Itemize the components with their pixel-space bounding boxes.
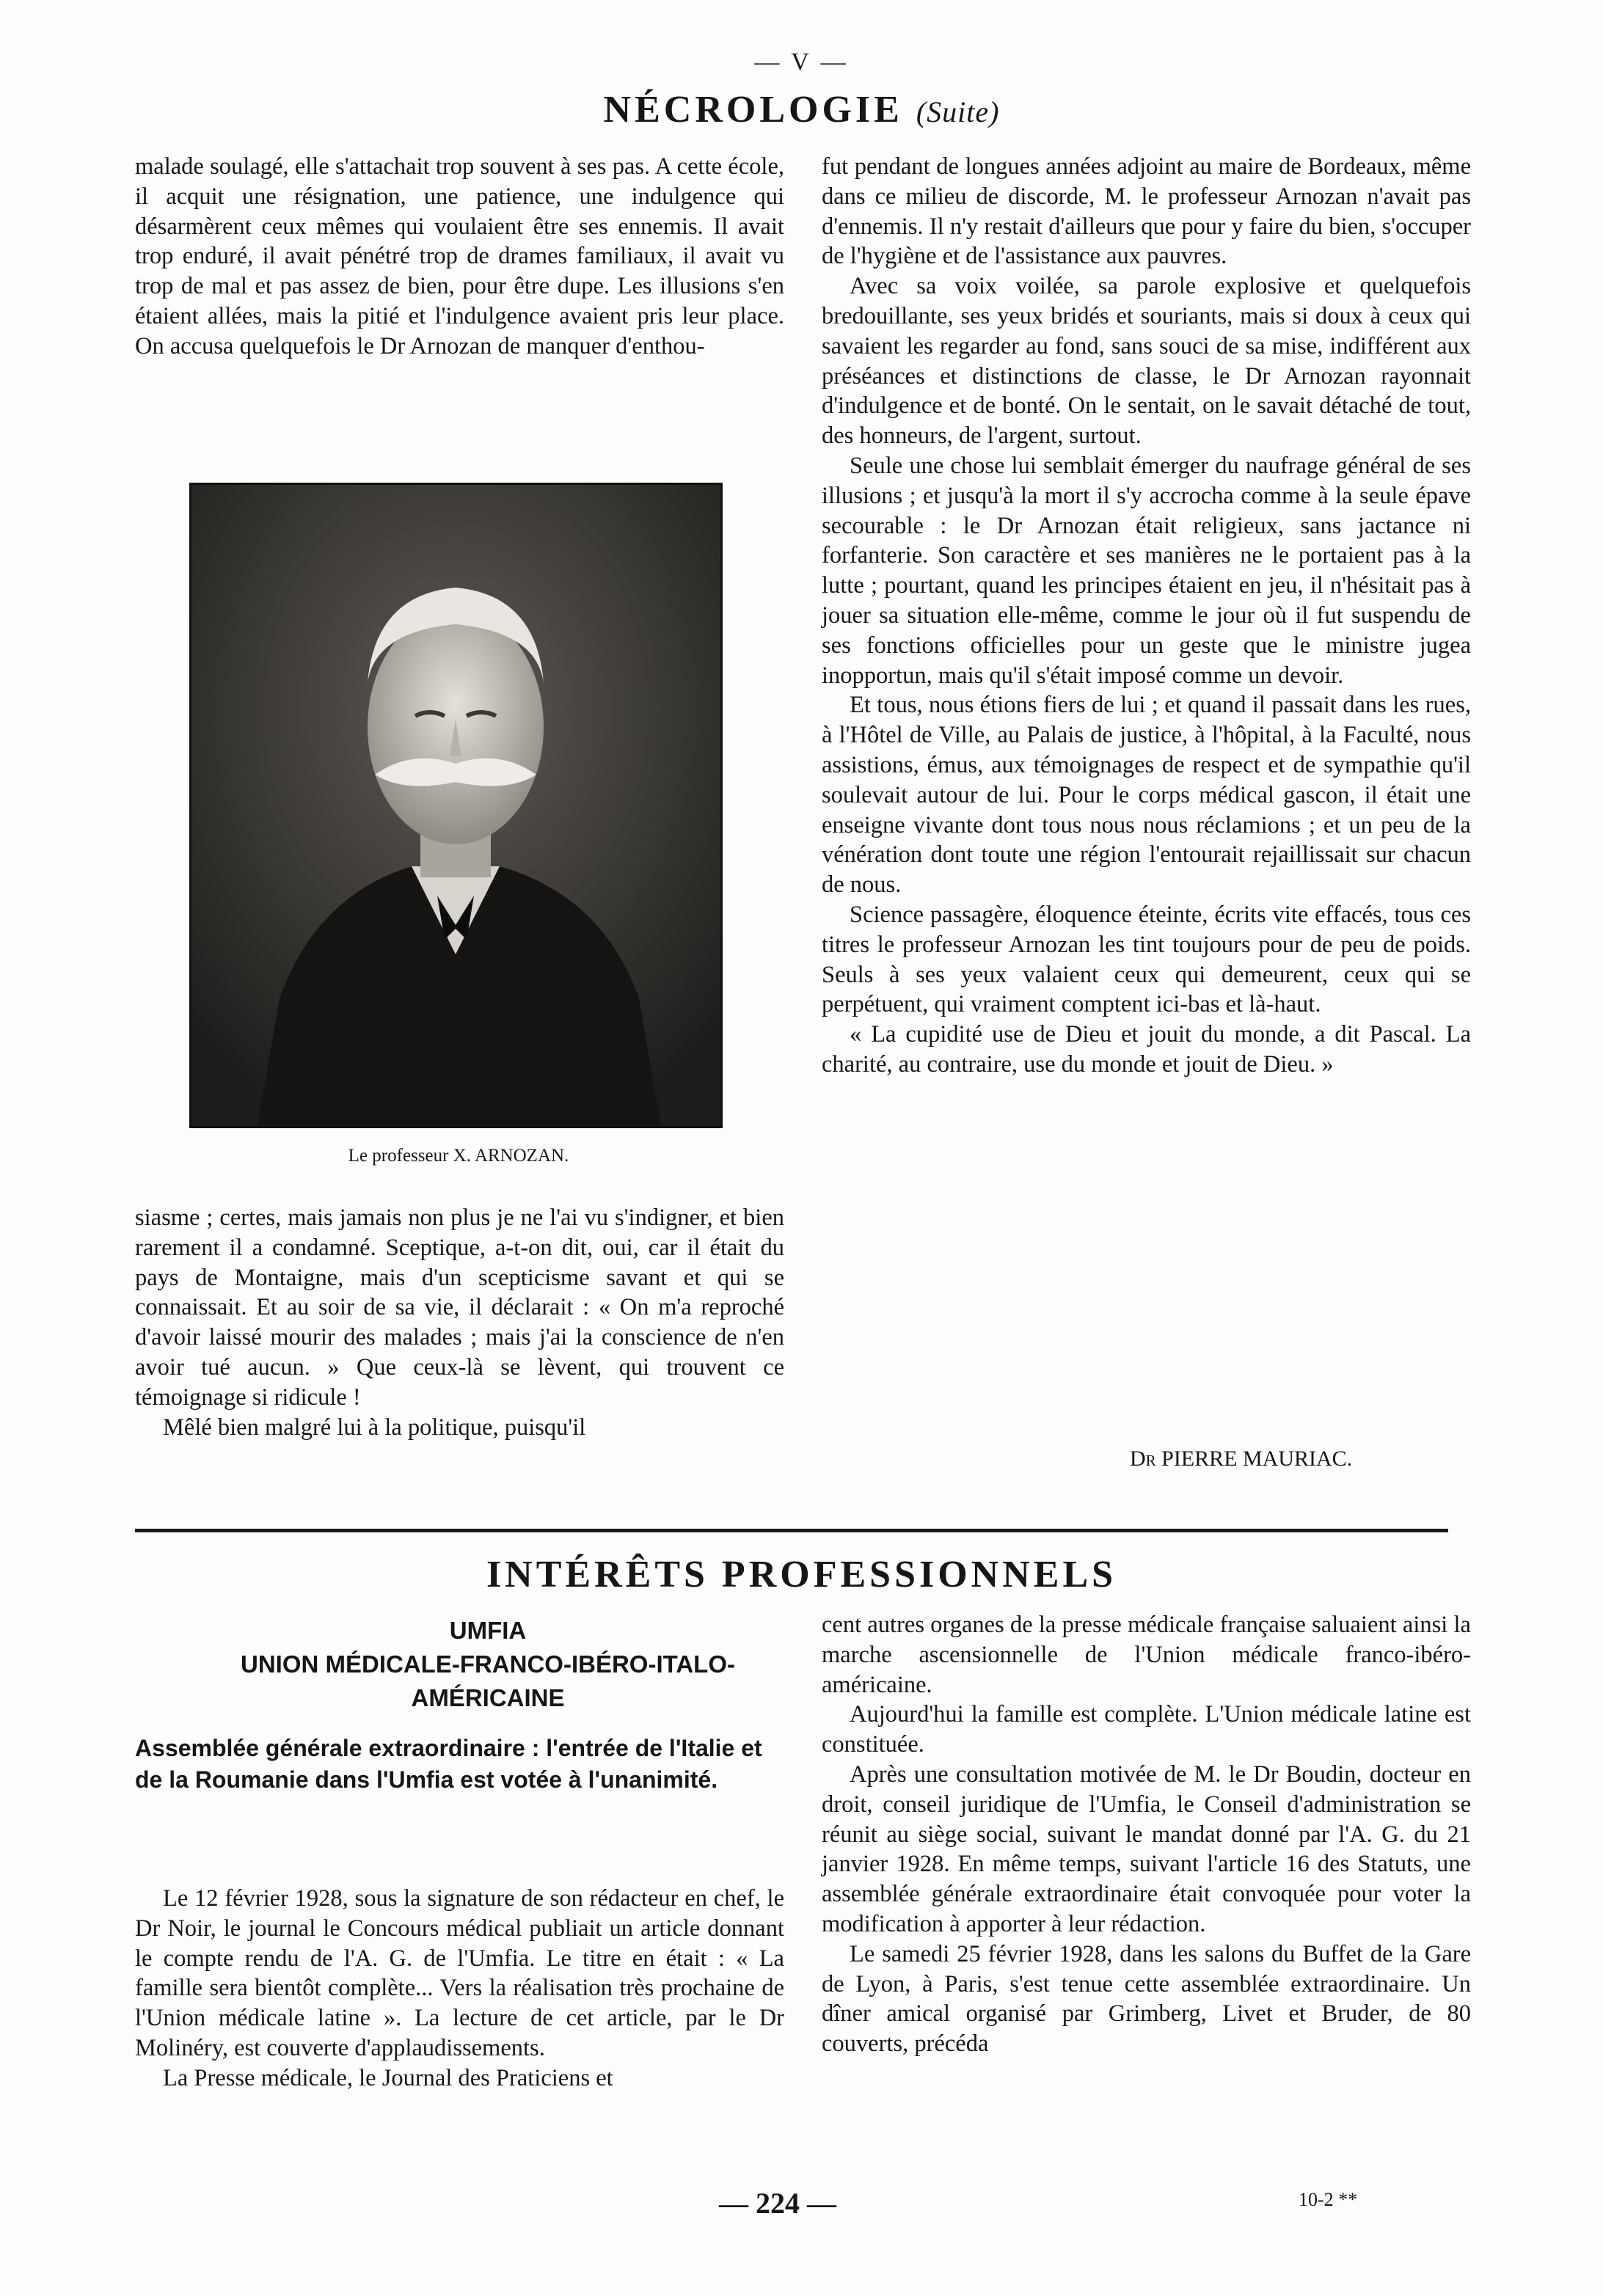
page-marker: — V — [754,48,849,76]
paragraph: Après une consultation motivée de M. le Dr Boudin, docteur en droit, conseil juridique de l'Umfia, le Conseil d'administration se réunit au siège social, suivant le mandat donné par l'A. G. du 21 janvier 1928. En même temps, suivant l'article 16 des Statuts, une assemblée générale extraordinaire était convoquée pour voter la modification à apporter à leur rédaction. [822,1761,1471,1937]
interets-col1 [135,1884,784,2094]
necrologie-col2 [822,152,1471,1080]
paragraph: Le 12 février 1928, sous la signature de son rédacteur en chef, le Dr Noir, le journal le Concours médical publiait un article donnant le compte rendu de l'A. G. de l'Umfia. Le titre en était : « La famille sera bientôt complète... Vers la réalisation très prochaine de l'Union médicale latine ». La lecture de cet article, par le Dr Molinéry, est couverte d'applaudissements. [135,1885,784,2061]
paragraph: « La cupidité use de Dieu et jouit du monde, a dit Pascal. La charité, au contraire, use du monde et jouit de Dieu. » [822,1021,1471,1078]
assembly-subhead: Assemblée générale extraordinaire : l'entrée de l'Italie et de la Roumanie dans l'Umfia est votée à l'unanimité. [135,1735,762,1793]
section-title [0,88,1603,131]
page-number: — 224 — [719,2187,836,2220]
org-short: UMFIA [449,1617,527,1644]
paragraph: Science passagère, éloquence éteinte, écrits vite effacés, tous ces titres le professeur Arnozan les tint toujours pour de peu de poids. Seuls à ses yeux valaient ceux qui demeurent, ceux qui se perpétuent, qui vraiment comptent ici-bas et là-haut. [822,901,1471,1018]
portrait-photo [189,483,723,1128]
paragraph: Le samedi 25 février 1928, dans les salons du Buffet de la Gare de Lyon, à Paris, s'est tenue cette assemblée extraordinaire. Un dîner amical organisé par Grimberg, Livet et Bruder, de 80 couverts, précéda [822,1940,1471,2058]
paragraph: Avec sa voix voilée, sa parole explosive et quelquefois bredouillante, ses yeux bridés et souriants, mais si doux à ceux qui savaient les regarder au fond, sans souci de sa mise, indifférent aux préséances et distinctions de classe, le Dr Arnozan rayonnait d'indulgence et de bonté. On le sentait, on le savait détaché de tout, des honneurs, de l'argent, surtout. [822,273,1471,450]
section-title-suffix: (Suite) [916,95,1000,128]
paragraph: fut pendant de longues années adjoint au maire de Bordeaux, même dans ce milieu de discorde, M. le professeur Arnozan n'avait pas d'ennemis. Il n'y restait d'ailleurs que pour y faire du bien, s'occuper de l'hygiène et de l'assistance aux pauvres. [822,153,1471,270]
paragraph: La Presse médicale, le Journal des Praticiens et [163,2064,613,2091]
paragraph: siasme ; certes, mais jamais non plus je ne l'ai vu s'indigner, et bien rarement il a condamné. Sceptique, a-t-on dit, oui, car il était du pays de Montaigne, mais d'un scepticisme savant et qui se connaissait. Et au soir de sa vie, il déclarait : « On m'a reproché d'avoir laissé mourir des malades ; mais j'ai la conscience de n'en avoir tué aucun. » Que ceux-là se lèvent, qui trouvent ce témoignage si ridicule ! [135,1204,784,1411]
paragraph: Aujourd'hui la famille est complète. L'Union médicale latine est constituée. [822,1701,1471,1758]
org-long: UNION MÉDICALE-FRANCO-IBÉRO-ITALO-AMÉRICAINE [241,1650,735,1711]
necrologie-col1-bottom [135,1203,784,1442]
paragraph: Mêlé bien malgré lui à la politique, puisqu'il [163,1414,586,1441]
section-divider [135,1529,1448,1532]
paragraph: Et tous, nous étions fiers de lui ; et quand il passait dans les rues, à l'Hôtel de Ville, au Palais de justice, à l'hôpital, à la Faculté, nous assistions, émus, aux témoignages de respect et de sympathie qu'il soulevait autour de lui. Pour le corps médical gascon, il était une enseigne vivante dont tous nous nous réclamions ; et un peu de la vénération dont toute une région l'entourait rejaillissait sur chacun de nous. [822,692,1471,899]
page-code: 10-2 ** [1299,2189,1358,2210]
paragraph: Seule une chose lui semblait émerger du naufrage général de ses illusions ; et jusqu'à la mort il s'y accrocha comme à la seule épave secourable : le Dr Arnozan était religieux, sans jactance ni forfanterie. Son caractère et ses manières ne le portaient pas à la lutte ; pourtant, quand les principes étaient en jeu, il n'hésitait pas à jouer sa situation elle-même, comme le jour où il fut suspendu de ses fonctions officielles pour un geste que le ministre jugea inopportun, mais qu'il s'était imposé comme un devoir. [822,452,1471,689]
paragraph: malade soulagé, elle s'attachait trop souvent à ses pas. A cette école, il acquit une résignation, une patience, une indulgence qui désarmèrent ceux mêmes qui voulaient être ses ennemis. Il avait trop enduré, il avait pénétré trop de drames familiaux, il avait vu trop de mal et pas assez de bien, pour être dupe. Les illusions s'en étaient allées, mais la pitié et l'indulgence avaient pris leur place. On accusa quelquefois le Dr Arnozan de manquer d'enthou- [135,153,784,359]
interets-col2 [822,1610,1471,2059]
org-heading [187,1614,789,1715]
section-title-interets: INTÉRÊTS PROFESSIONNELS [486,1554,1117,1595]
photo-caption: Le professeur X. ARNOZAN. [348,1146,569,1166]
necrologie-col1-top [135,152,784,362]
section-title-text: NÉCROLOGIE [603,89,903,131]
paragraph: cent autres organes de la presse médicale française saluaient ainsi la marche ascensionnelle de l'Union médicale franco-ibéro-américaine. [822,1612,1471,1698]
author-signature: Dr PIERRE MAURIAC. [1130,1447,1353,1471]
